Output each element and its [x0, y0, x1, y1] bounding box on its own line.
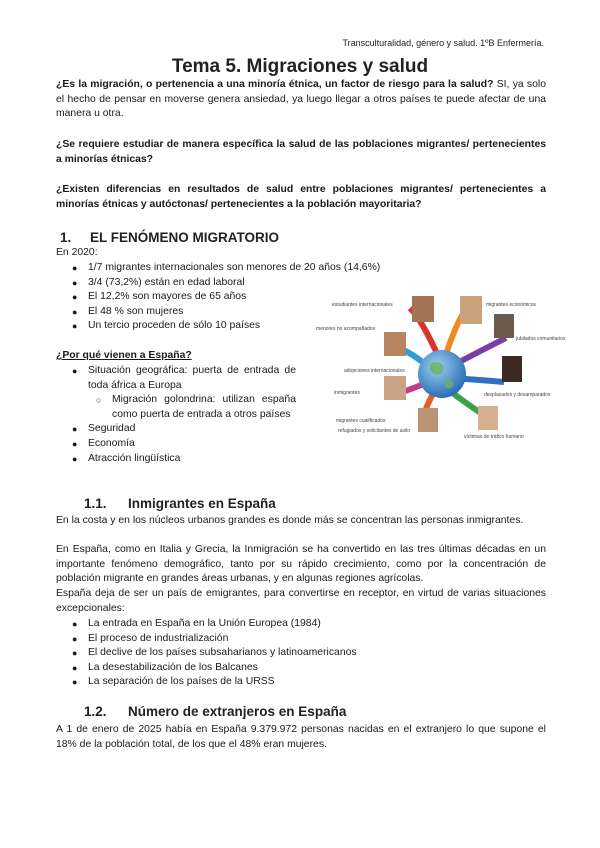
- section-1-1-number: 1.1.: [84, 496, 107, 511]
- list-item: ● 1/7 migrantes internacionales son menores de 20 años (14,6%): [56, 261, 416, 276]
- reason-sublist: [88, 393, 296, 422]
- portrait-photo: [418, 408, 438, 432]
- bullet-icon: ●: [72, 277, 78, 288]
- list-item: ○ Migración golondrina: utilizan españa como puerta de entrada a otros países: [96, 394, 296, 420]
- bullet-icon: ●: [72, 292, 78, 303]
- section-1-1-p1: En la costa y en los núcleos urbanos grandes es donde más se concentran las personas inmigrantes.: [56, 515, 524, 526]
- section-1-1-p2: En España, como en Italia y Grecia, la Inmigración se ha convertido en las tres últimas décadas en un importante fenómeno demográfico, tanto por su rápido crecimiento, como por la concentración de población migrante en grandes áreas urbanas, y en algunas regiones agrícolas.: [56, 544, 546, 584]
- section-1-title: EL FENÓMENO MIGRATORIO: [90, 230, 280, 245]
- list-item: ● El proceso de industrialización: [56, 632, 536, 647]
- label-adopciones: adopciones internacionales: [344, 368, 405, 374]
- reasons-list: [56, 364, 296, 466]
- section-1-2-number: 1.2.: [84, 704, 107, 719]
- list-item: ● La desestabilización de los Balcanes: [56, 661, 536, 676]
- bullet-icon: ●: [72, 633, 78, 644]
- bullet-icon: ●: [72, 366, 78, 376]
- list-item: ● Situación geográfica: puerta de entrada de toda áfrica a Europa ○ Migración golondrina: utilizan españa como puerta de entrada a otros países: [56, 364, 296, 422]
- intro-question-3: ¿Existen diferencias en resultados de salud entre poblaciones migrantes/ pertenecientes a minorías étnicas y autóctonas/ pertenecientes a la población mayoritaria?: [56, 184, 546, 210]
- label-inmigrantes: inmigrantes: [334, 390, 360, 396]
- section-1-heading: [60, 230, 279, 245]
- section-1-1-p3: España deja de ser un país de emigrantes, para convertirse en receptor, en virtud de varias situaciones excepcionales:: [56, 588, 546, 614]
- bullet-icon: ●: [72, 648, 78, 659]
- label-estudiantes: estudiantes internacionales: [332, 302, 393, 308]
- label-desplazados: desplazados y desamparados: [484, 392, 551, 398]
- list-item: ● Seguridad: [56, 422, 296, 437]
- list-item: ● El 48 % son mujeres: [56, 305, 416, 320]
- bullet-icon: ●: [72, 619, 78, 629]
- list-item: ● La separación de los países de la URSS: [56, 675, 536, 690]
- year-label: En 2020:: [56, 247, 98, 258]
- label-economicos: migrantes económicos: [486, 302, 537, 308]
- globe-icon: [418, 350, 466, 398]
- label-refugiados: refugiados y solicitantes de asilo: [338, 428, 410, 434]
- bullet-icon: ●: [72, 306, 78, 317]
- portrait-photo: [412, 296, 434, 322]
- bullet-icon: ●: [72, 453, 78, 464]
- list-item: ● Economía: [56, 437, 296, 452]
- header-note: Transculturalidad, género y salud. 1ºB Enfermería.: [342, 38, 544, 48]
- bullet-icon: ●: [72, 662, 78, 673]
- intro-question-1: [56, 78, 546, 122]
- bullet-icon: ●: [72, 424, 78, 435]
- label-jubilados: jubilados comunitarios: [516, 336, 566, 342]
- portrait-photo: [494, 314, 514, 338]
- intro-question-2: ¿Se requiere estudiar de manera específica la salud de las poblaciones migrantes/ pertenecientes a minorías étnicas?: [56, 139, 546, 165]
- bullet-icon: ●: [72, 438, 78, 449]
- label-victimas: víctimas de tráfico humano: [464, 434, 524, 440]
- label-cualificados: migrantes cualificados: [336, 418, 386, 424]
- bullet-icon: ●: [72, 677, 78, 688]
- exceptional-situations-list: [56, 617, 536, 690]
- section-1-2-heading: [84, 704, 346, 719]
- intro-question-1-answer: SI, ya solo el hecho de pensar en moverse genera ansiedad, ya luego llegar a otros países te puede afectar de una manera u otra.: [56, 79, 546, 119]
- list-item: ● La entrada en España en la Unión Europea (1984): [56, 617, 536, 632]
- portrait-photo: [478, 406, 498, 430]
- intro-question-1-bold: ¿Es la migración, o pertenencia a una minoría étnica, un factor de riesgo para la salud?: [56, 79, 494, 90]
- list-item: ● Atracción lingüística: [56, 452, 296, 467]
- list-item: ● El 12,2% son mayores de 65 años: [56, 290, 416, 305]
- section-1-1-heading: [84, 496, 276, 511]
- page-title: Tema 5. Migraciones y salud: [171, 56, 429, 77]
- list-item: ● El declive de los países subsaharianos y latinoamericanos: [56, 646, 536, 661]
- portrait-photo: [384, 332, 406, 356]
- section-1-2-p1: A 1 de enero de 2025 había en España 9.379.972 personas nacidas en el extranjero lo que supone el 18% de la población total, de los que el 48% eran mujeres.: [56, 724, 546, 750]
- list-item: ● Un tercio proceden de sólo 10 países: [56, 319, 416, 334]
- section-1-1-title: Inmigrantes en España: [128, 496, 276, 511]
- portrait-photo: [384, 376, 406, 400]
- section-1-number: 1.: [60, 230, 72, 245]
- why-spain-heading: ¿Por qué vienen a España?: [56, 350, 192, 361]
- portrait-photo: [502, 356, 522, 382]
- sub-bullet-icon: ○: [96, 395, 102, 406]
- label-menores: menores no acompañados: [316, 326, 376, 332]
- migrant-types-figure: [316, 290, 566, 442]
- bullet-icon: ●: [72, 263, 78, 273]
- section-1-2-title: Número de extranjeros en España: [128, 704, 347, 719]
- list-item: ● 3/4 (73,2%) están en edad laboral: [56, 276, 416, 291]
- portrait-photo: [460, 296, 482, 324]
- bullet-icon: ●: [72, 321, 78, 332]
